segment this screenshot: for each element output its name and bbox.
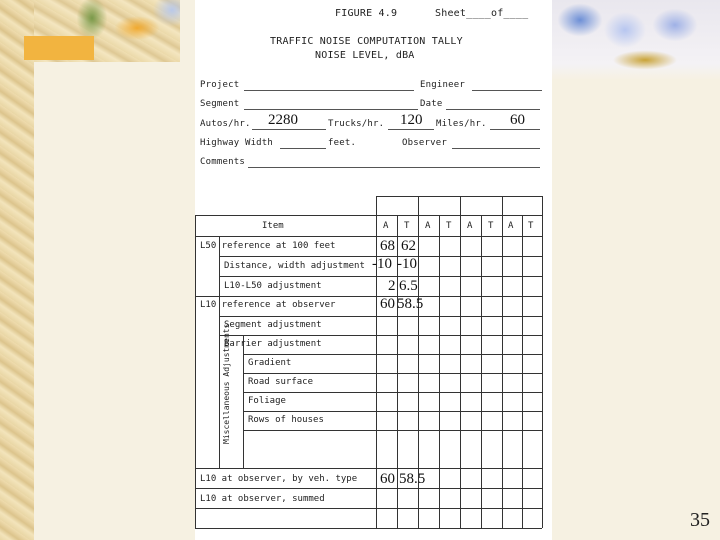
col-header: A [508,221,514,231]
miles-line [490,129,540,130]
row-label: L10 at observer, summed [200,494,325,504]
col-header: A [425,221,431,231]
autos-value: 2280 [268,112,298,128]
cell-value-t: 62 [401,238,416,254]
autos-line [252,129,326,130]
cell-value-a: 60 [380,296,395,312]
cell-value-t: 6.5 [399,278,418,294]
trucks-label: Trucks/hr. [328,119,385,129]
cell-value-t: 58.5 [397,296,424,312]
trucks-line [388,129,434,130]
autos-label: Autos/hr. [200,119,251,129]
floral-decoration-right [550,0,720,80]
date-line [446,109,540,110]
cell-value-a: 68 [380,238,395,254]
page-number: 35 [690,509,710,531]
cell-value-a: 2 [388,278,396,294]
row-label: L10 at observer, by veh. type [200,474,358,484]
row-label: Gradient [248,358,292,368]
miles-value: 60 [510,112,525,128]
feet-label: feet. [328,138,357,148]
observer-line [452,148,540,149]
misc-adjustments-label: Miscellaneous Adjustments [222,323,231,444]
col-header: T [404,221,410,231]
col-header: T [528,221,534,231]
sheet-label: Sheet____of____ [435,8,529,19]
highway-line [280,148,326,149]
row-label: Rows of houses [248,415,324,425]
date-label: Date [420,99,443,109]
row-label: L50 reference at 100 feet [200,241,336,251]
form-subtitle: NOISE LEVEL, dBA [315,50,415,61]
item-header: Item [262,221,284,231]
row-label: Segment adjustment [224,320,322,330]
miles-label: Miles/hr. [436,119,487,129]
row-label: Road surface [248,377,314,387]
form-title: TRAFFIC NOISE COMPUTATION TALLY [270,36,463,47]
observer-label: Observer [402,138,447,148]
col-header: T [488,221,494,231]
parchment-border [0,0,34,540]
figure-label: FIGURE 4.9 [335,8,398,19]
cell-value-t: -10 [397,256,417,272]
cell-value-a: 60 [380,471,395,487]
comments-line [248,167,540,168]
row-label: Barrier adjustment [224,339,322,349]
orange-accent-bar [24,36,94,60]
row-label: L10-L50 adjustment [224,281,322,291]
trucks-value: 120 [400,112,423,128]
cell-value-t: 58.5 [399,471,426,487]
highway-label: Highway Width [200,138,274,148]
project-line [244,90,414,91]
comments-label: Comments [200,157,245,167]
row-label: L10 reference at observer [200,300,336,310]
segment-line [244,109,418,110]
segment-label: Segment [200,99,240,109]
engineer-label: Engineer [420,80,465,90]
engineer-line [472,90,542,91]
col-header: A [467,221,473,231]
project-label: Project [200,80,240,90]
row-label: Distance, width adjustment [224,261,365,271]
col-header: T [446,221,452,231]
col-header: A [383,221,389,231]
row-label: Foliage [248,396,286,406]
cell-value-a: -10 [372,256,392,272]
